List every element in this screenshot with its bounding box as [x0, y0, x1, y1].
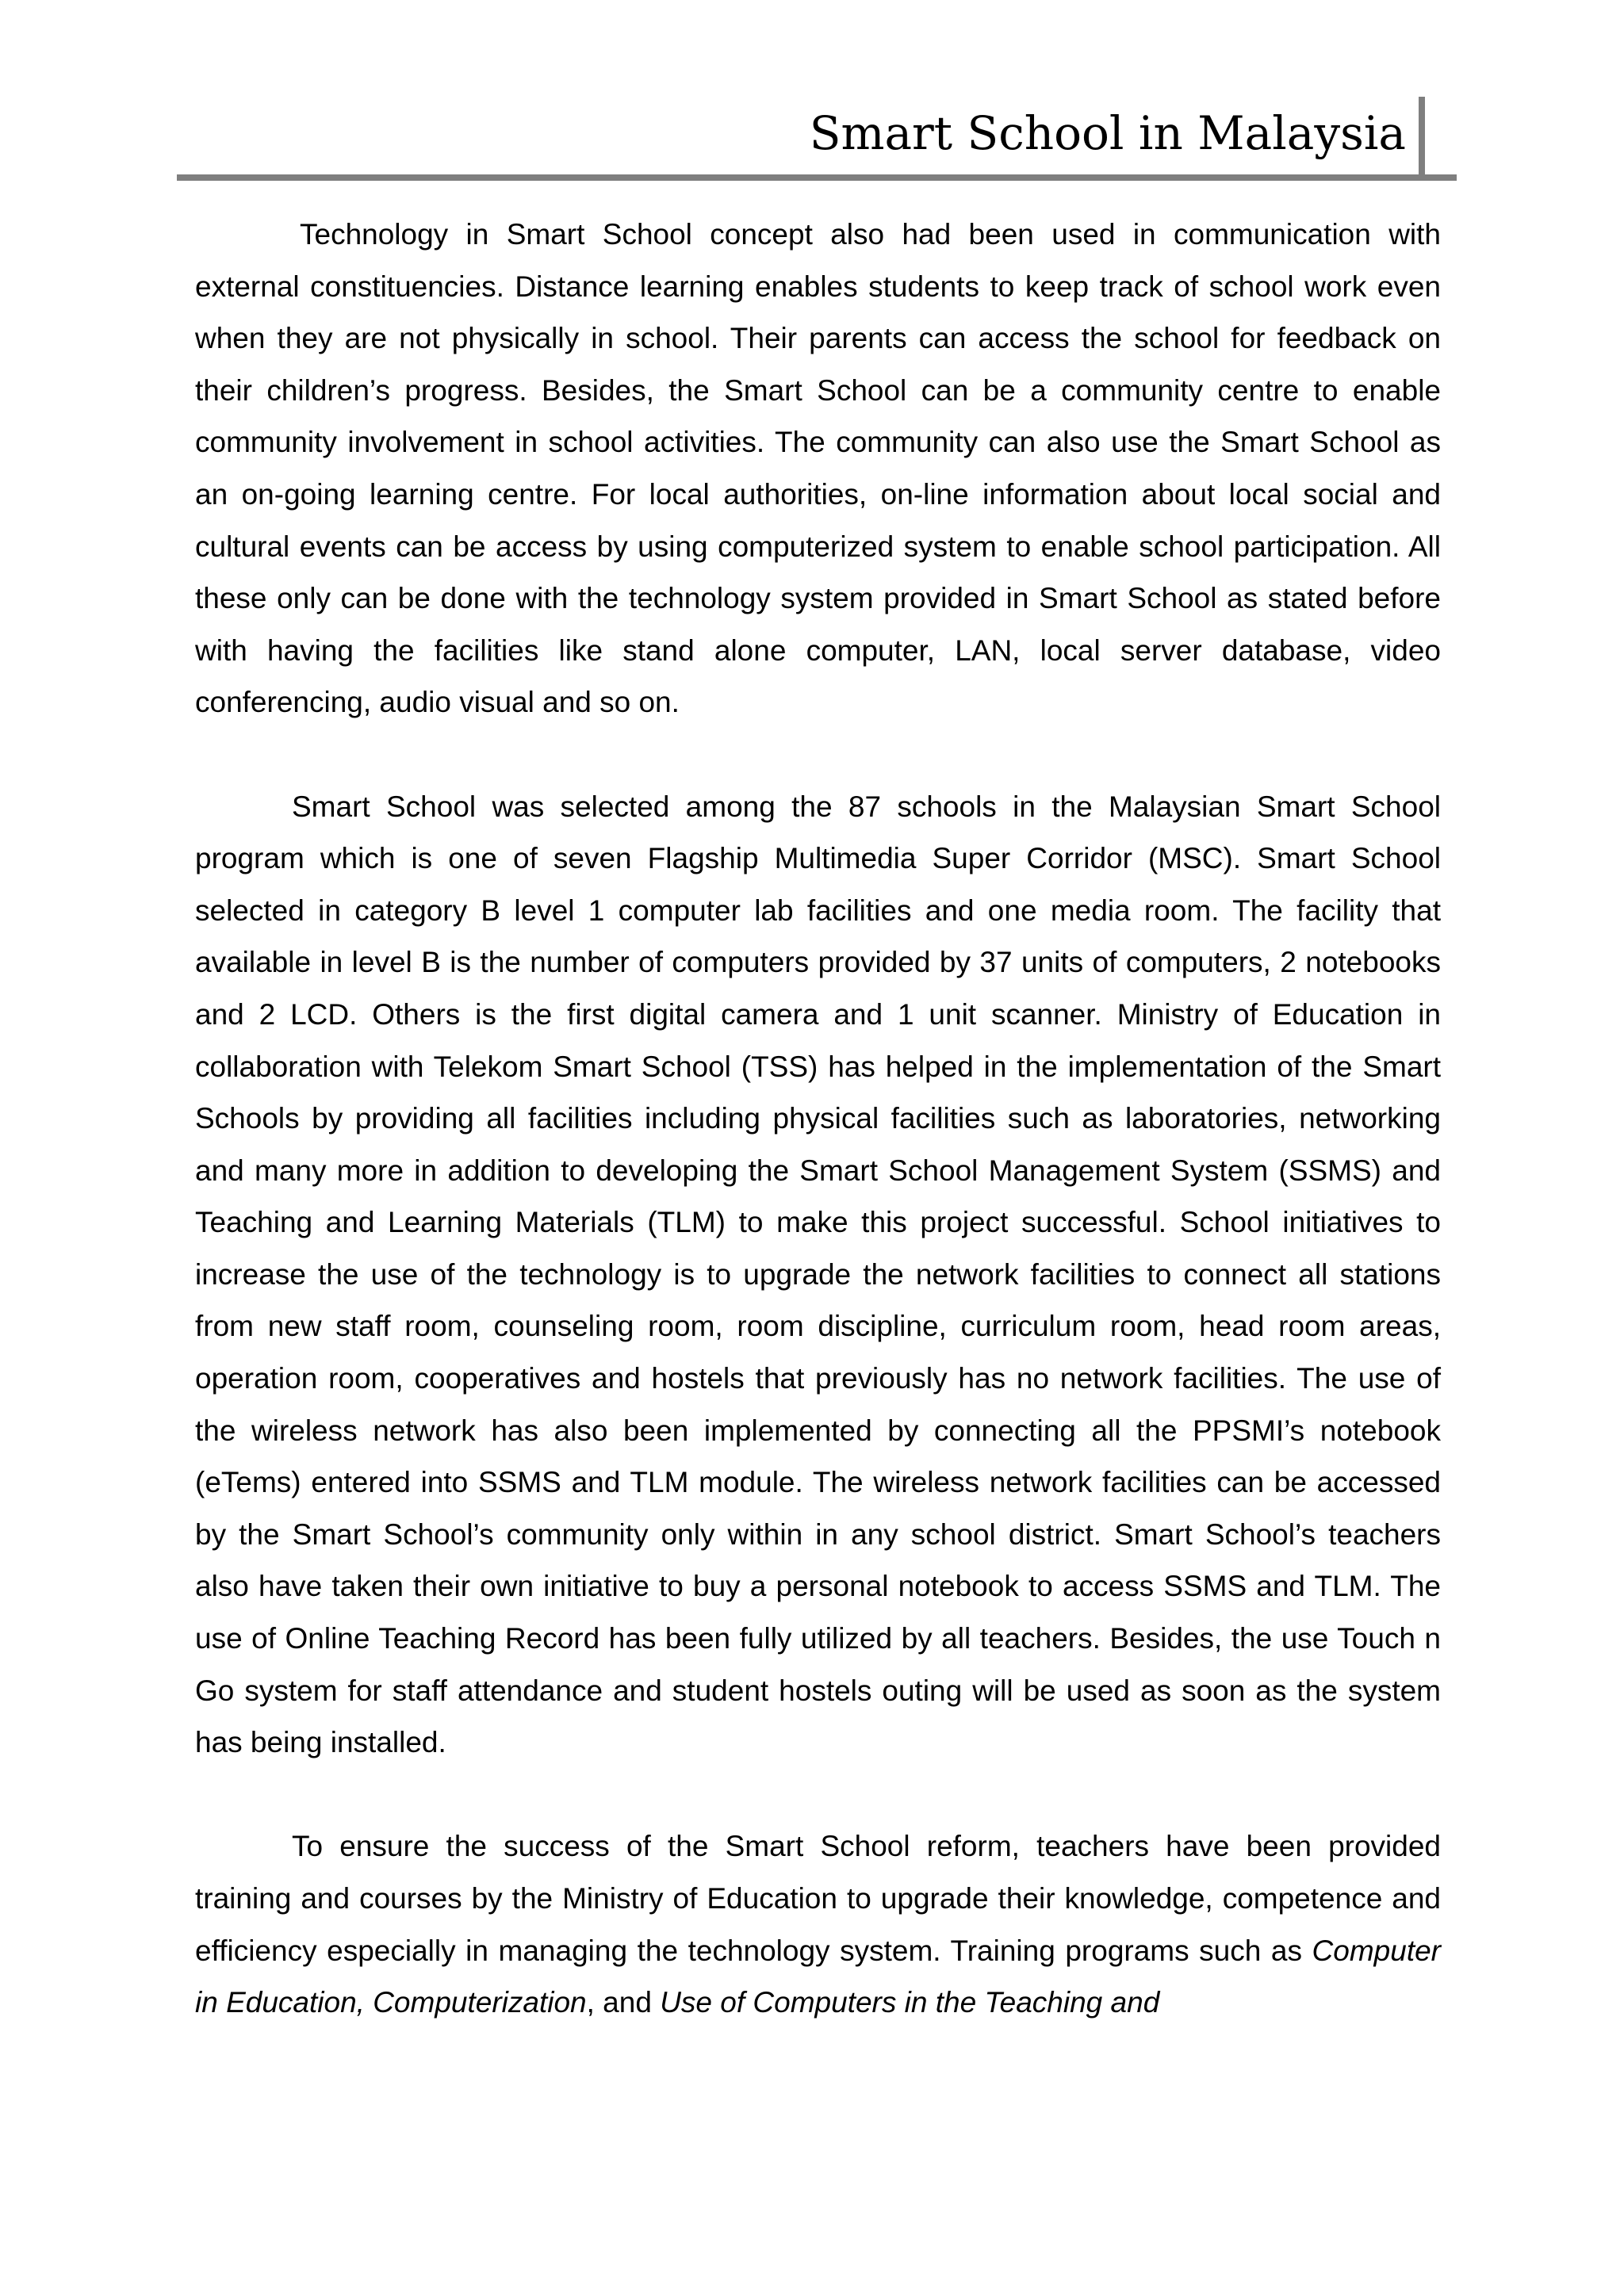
paragraph-3-text-a: To ensure the success of the Smart School reform, teachers have been provided training and courses by the Ministry of Education to upgrade their knowledge, competence and efficiency especially in managing the technology system. Training programs such as: [195, 1830, 1441, 1967]
body-text: [195, 209, 1441, 2029]
page-header: [177, 94, 1457, 181]
paragraph-2: Smart School was selected among the 87 schools in the Malaysian Smart School program which is one of seven Flagship Multimedia Super Corridor (MSC). Smart School selected in category B level 1 computer lab facilities and one media room. The facility that available in level B is the number of computers provided by 37 units of computers, 2 notebooks and 2 LCD. Others is the first digital camera and 1 unit scanner. Ministry of Education in collaboration with Telekom Smart School (TSS) has helped in the implementation of the Smart Schools by providing all facilities including physical facilities such as laboratories, networking and many more in addition to developing the Smart School Management System (SSMS) and Teaching and Learning Materials (TLM) to make this project successful. School initiatives to increase the use of the technology is to upgrade the network facilities to connect all stations from new staff room, counseling room, room discipline, curriculum room, head room areas, operation room, cooperatives and hostels that previously has no network facilities. The use of the wireless network has also been implemented by connecting all the PPSMI’s notebook (eTems) entered into SSMS and TLM module. The wireless network facilities can be accessed by the Smart School’s community only within in any school district. Smart School’s teachers also have taken their own initiative to buy a personal notebook to access SSMS and TLM. The use of Online Teaching Record has been fully utilized by all teachers. Besides, the use Touch n Go system for staff attendance and student hostels outing will be used as soon as the system has being installed.: [195, 790, 1441, 1759]
paragraph-3-text-b: , and: [586, 1986, 661, 2019]
paragraph-3-italic-a: Computer in Education, Computerization: [195, 1934, 1441, 2019]
header-vertical-bar: [1419, 97, 1425, 176]
paragraph-1: Technology in Smart School concept also had been used in communication with external constituencies. Distance learning enables students to keep track of school work even when they are not physically in school. Their parents can access the school for feedback on their children’s progress. Besides, the Smart School can be a community centre to enable community involvement in school activities. The community can also use the Smart School as an on-going learning centre. For local authorities, on-line information about local social and cultural events can be access by using computerized system to enable school participation. All these only can be done with the technology system provided in Smart School as stated before with having the facilities like stand alone computer, LAN, local server database, video conferencing, audio visual and so on.: [195, 218, 1441, 719]
header-title: Smart School in Malaysia: [809, 106, 1406, 160]
header-rule: [177, 174, 1457, 181]
paragraph-3-italic-b: Use of Computers in the Teaching and: [660, 1986, 1160, 2019]
paragraph-3: [195, 1820, 1441, 2028]
